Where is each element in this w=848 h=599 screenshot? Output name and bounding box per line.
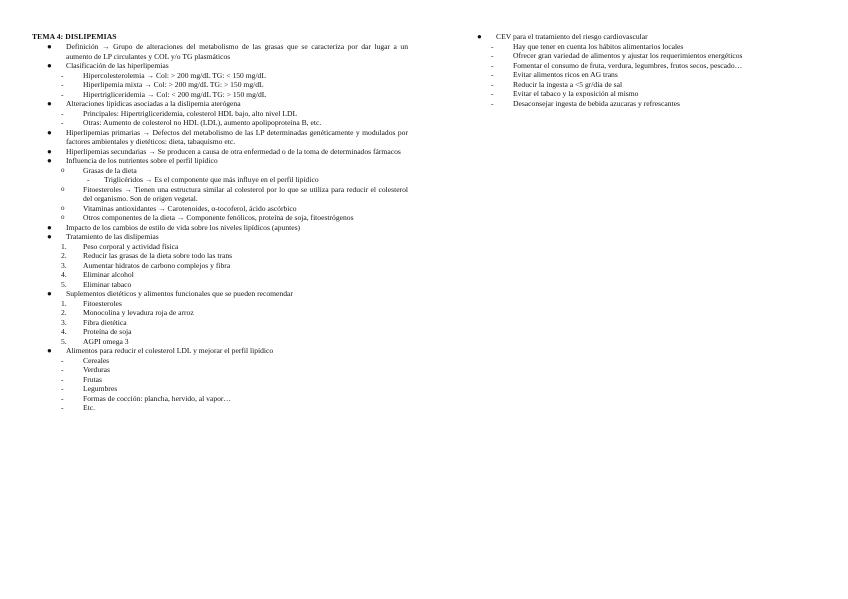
sub-list [32,71,408,100]
bullet-icon: ● [47,222,52,232]
dash-bullet: - [491,60,494,70]
item-text: Peso corporal y actividad física [83,241,179,251]
item-text: Fibra dietética [83,317,127,327]
sub-list-item [32,109,408,119]
list-item [32,232,408,242]
item-text: Hipercolesterolemia → Col: > 200 mg/dL TG: < 150 mg/dL [83,70,266,80]
circle-bullet-icon: o [61,165,65,174]
list-item [32,156,408,166]
sub-list-item [32,71,408,81]
list-item [32,99,408,109]
sub-list-item [32,185,408,204]
list-item [32,346,408,356]
list-item [32,42,408,61]
sub-list-item [32,118,408,128]
sub-list-item [32,403,408,413]
sub-list-item [32,299,408,309]
list-number: 2. [61,308,67,317]
item-text: Frutas [83,374,102,384]
list-item [32,289,408,299]
item-text: Hay que tener en cuenta los hábitos alimentarios locales [513,41,684,51]
list-item [32,147,408,157]
dash-bullet: - [61,70,64,80]
bullet-icon: ● [477,32,482,41]
dash-bullet: - [61,89,64,99]
sub-list-item [462,51,812,61]
list-item [32,61,408,71]
list-number: 2. [61,251,67,260]
dash-bullet: - [61,403,64,412]
item-text: Alteraciones lipídicas asociadas a la dislipemia aterógena [66,99,241,108]
item-text: Evitar alimentos ricos en AG trans [513,70,618,79]
item-text: Reducir las grasas de la dieta sobre todo las trans [83,251,233,260]
list-number: 1. [61,241,67,251]
list-number: 3. [61,317,67,327]
item-text: CEV para el tratamiento del riesgo cardiovascular [496,32,648,41]
list-number: 3. [61,260,67,270]
list-number: 5. [61,279,67,289]
dash-bullet: - [61,384,64,393]
item-text: Hiperlipemias secundarias → Se producen a causa de otra enfermedad o de la toma de determinados fármacos [66,146,401,156]
dash-bullet: - [491,70,494,79]
list-item [462,32,812,42]
item-text: Vitaminas antioxidantes → Carotenoides, α-tocoferol, ácido ascórbico [83,203,297,213]
sub-list-item [32,80,408,90]
sub-list-item [32,175,408,185]
dash-bullet: - [491,79,494,89]
item-text: Impacto de los cambios de estilo de vida sobre los niveles lipídicos (apuntes) [66,222,301,232]
bullet-icon: ● [47,42,52,51]
bullet-icon: ● [47,61,52,70]
sub-list [32,166,408,223]
item-text: Ofrecer gran variedad de alimentos y ajustar los requerimientos energéticos [513,51,743,60]
sub-list-item [32,327,408,337]
bullet-icon: ● [47,146,52,156]
item-text: Hiperlipemias primarias → Defectos del metabolismo de las LP determinadas genéticamente y modulados por factores ambientales y dietéticos: dieta, tabaquismo etc. [66,127,408,146]
sub-list-item [462,89,812,99]
sub-list-item [32,337,408,347]
sub-list [32,175,408,185]
bullet-icon: ● [47,232,52,241]
item-text: Etc. [83,403,96,412]
item-text: Hiperlipemia mixta → Col: > 200 mg/dL TG: > 150 mg/dL [83,80,264,89]
bullet-icon: ● [47,156,52,165]
circle-bullet-icon: o [61,203,65,212]
page-title: TEMA 4: DISLIPEMIAS [32,32,117,41]
item-text: Fitoesteroles → Tienen una estructura similar al colesterol por lo que se utiliza para reducir el colesterol del organismo. Son de origen vegetal. [83,184,408,203]
item-text: Desaconsejar ingesta de bebida azucaras y refrescantes [513,98,680,108]
sub-list-item [32,365,408,375]
item-text: Aumentar hidratos de carbono complejos y fibra [83,260,231,270]
item-text: Proteína de soja [83,327,132,336]
item-text: Eliminar alcohol [83,270,134,279]
sub-list-item [32,394,408,404]
dash-bullet: - [61,365,64,374]
item-text: Definición → Grupo de alteraciones del metabolismo de las grasas que se caracteriza por dar lugar a un aumento de LP circulantes y COL y/o TG plasmáticos [66,42,408,61]
dash-bullet: - [491,98,494,108]
sub-list [32,356,408,413]
item-text: Verduras [83,365,110,374]
item-text: Formas de cocción: plancha, hervido, al vapor… [83,393,232,403]
item-text: Alimentos para reducir el colesterol LDL y mejorar el perfil lipídico [66,346,274,355]
sub-list [32,109,408,128]
right-column [462,32,812,108]
item-text: Legumbres [83,384,118,393]
bullet-icon: ● [47,127,52,137]
item-text: Fomentar el consumo de fruta, verdura, legumbres, frutos secos, pescado… [513,60,743,70]
item-text: Otros componentes de la dieta → Componente fenólicos, proteína de soja, fitoestrógenos [83,213,354,222]
sub-list-item [32,242,408,252]
item-text: Grasas de la dieta [83,165,137,175]
item-text: Influencia de los nutrientes sobre el perfil lipídico [66,156,218,165]
sub-list-item [462,61,812,71]
left-column [32,32,408,413]
dash-bullet: - [87,175,90,184]
dash-bullet: - [61,355,64,365]
sub-list-item [32,204,408,214]
sub-list-item [32,280,408,290]
dash-bullet: - [491,89,494,98]
dash-bullet: - [61,118,64,127]
sub-list-item [32,384,408,394]
dash-bullet: - [61,108,64,118]
sub-list-item [462,42,812,52]
sub-list [32,299,408,347]
sub-list-item [32,375,408,385]
right-outline [462,32,812,108]
sub-list-item [32,166,408,176]
bullet-icon: ● [47,346,52,355]
item-text: Triglicéridos → Es el componente que más influye en el perfil lipídico [104,175,319,184]
item-text: Otras: Aumento de colesterol no HDL (LDL), aumento apolipoproteína B, etc. [83,118,322,127]
sub-list-item [32,356,408,366]
sub-list-item [462,70,812,80]
item-text: Reducir la ingesta a <5 gr/día de sal [513,79,623,89]
sub-list-item [32,261,408,271]
sub-list-item [32,90,408,100]
item-text: Hipertrigliceridemia → Col: < 200 mg/dL TG: > 150 mg/dL [83,89,267,99]
item-text: Principales: Hipertrigliceridemia, colesterol HDL bajo, alto nivel LDL [83,108,298,118]
item-text: Fitoesteroles [83,298,122,308]
dash-bullet: - [61,80,64,89]
dash-bullet: - [61,374,64,384]
sub-list-item [462,99,812,109]
item-text: Monocolina y levadura roja de arroz [83,308,194,317]
sub-list-item [32,251,408,261]
list-item [32,128,408,147]
list-item [32,223,408,233]
sub-list-item [32,213,408,223]
bullet-icon: ● [47,99,52,108]
sub-list-item [32,308,408,318]
circle-bullet-icon: o [61,213,65,221]
list-number: 4. [61,327,67,336]
item-text: Evitar el tabaco y la exposición al mismo [513,89,639,98]
item-text: Tratamiento de las dislipemias [66,232,159,241]
list-number: 5. [61,336,67,346]
item-text: AGPI omega 3 [83,336,129,346]
sub-list-item [462,80,812,90]
sub-list [32,242,408,290]
item-text: Suplementos dietéticos y alimentos funcionales que se pueden recomendar [66,289,293,298]
dash-bullet: - [491,51,494,60]
item-text: Clasificación de las hiperlipemias [66,61,169,70]
dash-bullet: - [491,41,494,51]
item-text: Eliminar tabaco [83,279,132,289]
dash-bullet: - [61,393,64,403]
list-number: 1. [61,298,67,308]
circle-bullet-icon: o [61,184,65,193]
bullet-icon: ● [47,289,52,298]
list-number: 4. [61,270,67,279]
sub-list-item [32,270,408,280]
item-text: Cereales [83,355,110,365]
sub-list-item [32,318,408,328]
left-outline [32,42,408,413]
sub-list [462,42,812,109]
